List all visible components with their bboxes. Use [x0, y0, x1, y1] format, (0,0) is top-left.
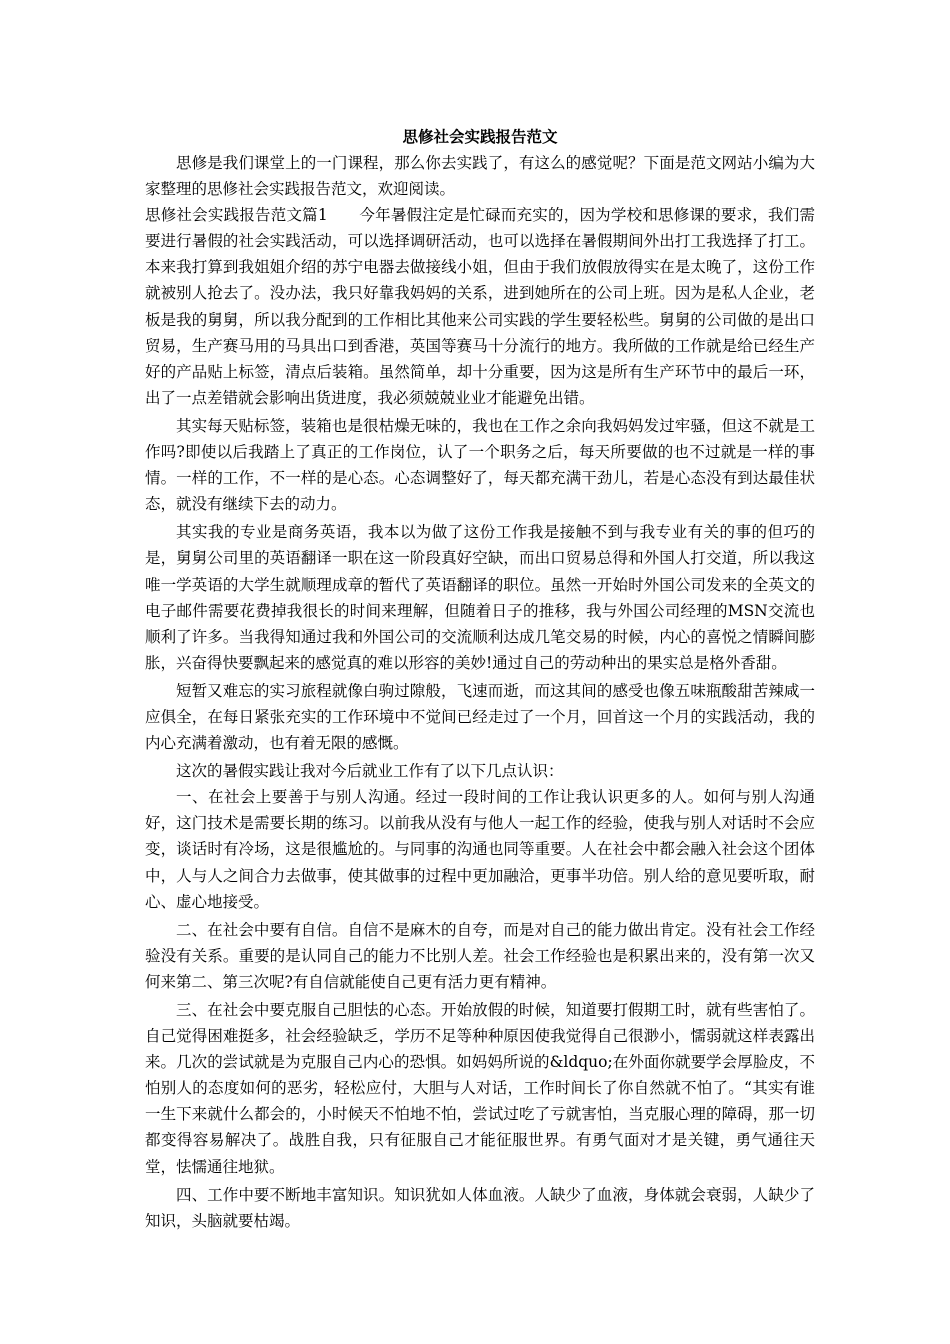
paragraph-reflection: 短暂又难忘的实习旅程就像白驹过隙般，飞速而逝，而这其间的感受也像五味瓶酸甜苦辣咸一应俱全，在每日紧张充实的工作环境中不觉间已经走过了一个月，回首这一个月的实践活动，我的内心充满着激动，也有着无限的感慨。: [145, 681, 815, 753]
paragraph-point-3: 三、在社会中要克服自己胆怯的心态。开始放假的时候，知道要打假期工时，就有些害怕了。自己觉得困难挺多，社会经验缺乏，学历不足等种种原因使我觉得自己很渺小，懦弱就这样表露出来。几次的尝试就是为克服自己内心的恐惧。如妈妈所说的&ldquo;在外面你就要学会厚脸皮，不怕别人的态度如何的恶劣，轻松应付，大胆与人对话，工作时间长了你自然就不怕了。“其实有谁一生下来就什么都会的，小时候天不怕地不怕，尝试过吃了亏就害怕，当克服心理的障碍，那一切都变得容易解决了。战胜自我，只有征服自己才能征服世界。有勇气面对才是关键，勇气通往天堂，怯懦通往地狱。: [145, 1001, 815, 1176]
paragraph-intro: 思修是我们课堂上的一门课程，那么你去实践了，有这么的感觉呢？下面是范文网站小编为大家整理的思修社会实践报告范文，欢迎阅读。: [145, 154, 815, 199]
document-page: [145, 124, 815, 1234]
document-title: 思修社会实践报告范文: [402, 127, 558, 146]
paragraph-point-2: 二、在社会中要有自信。自信不是麻木的自夸，而是对自己的能力做出肯定。没有社会工作经验没有关系。重要的是认同自己的能力不比别人差。社会工作经验也是积累出来的，没有第一次又何来第二、第三次呢?有自信就能使自己更有活力更有精神。: [145, 920, 815, 991]
paragraph-english-major: 其实我的专业是商务英语，我本以为做了这份工作我是接触不到与我专业有关的事的但巧的是，舅舅公司里的英语翻译一职在这一阶段真好空缺，而出口贸易总得和外国人打交道，所以我这唯一学英语的大学生就顺理成章的暂代了英语翻译的职位。虽然一开始时外国公司发来的全英文的电子邮件需要花费掉我很长的时间来理解，但随着日子的推移，我与外国公司经理的MSN交流也顺利了许多。当我得知通过我和外国公司的交流顺利达成几笔交易的时候，内心的喜悦之情瞬间膨胀，兴奋得快要飘起来的感觉真的难以形容的美妙!通过自己的劳动种出的果实总是格外香甜。: [145, 523, 815, 672]
paragraph-point-1: 一、在社会上要善于与别人沟通。经过一段时间的工作让我认识更多的人。如何与别人沟通好，这门技术是需要长期的练习。以前我从没有与他人一起工作的经验，使我与别人对话时不会应变，谈话时有冷场，这是很尴尬的。与同事的沟通也同等重要。人在社会中都会融入社会这个团体中，人与人之间合力去做事，使其做事的过程中更加融洽，更事半功倍。别人给的意见要听取，耐心、虚心地接受。: [145, 788, 815, 911]
paragraph-point-4: 四、工作中要不断地丰富知识。知识犹如人体血液。人缺少了血液，身体就会衰弱，人缺少了知识，头脑就要枯竭。: [145, 1185, 815, 1230]
paragraph-labeling: 其实每天贴标签，装箱也是很枯燥无味的，我也在工作之余向我妈妈发过牢骚，但这不就是工作吗?即使以后我踏上了真正的工作岗位，认了一个职务之后，每天所要做的也不过就是一样的事情。一样的工作，不一样的是心态。心态调整好了，每天都充满干劲儿，若是心态没有到达最佳状态，就没有继续下去的动力。: [145, 416, 815, 514]
paragraph-section-1: 思修社会实践报告范文篇1 今年暑假注定是忙碌而充实的，因为学校和思修课的要求，我们需要进行暑假的社会实践活动，可以选择调研活动，也可以选择在暑假期间外出打工我选择了打工。本来我打算到我姐姐介绍的苏宁电器去做接线小姐，但由于我们放假放得实在是太晚了，这份工作就被别人抢去了。没办法，我只好靠我妈妈的关系，进到她所在的公司上班。因为是私人企业，老板是我的舅舅，所以我分配到的工作相比其他来公司实践的学生要轻松些。舅舅的公司做的是出口贸易，生产赛马用的马具出口到香港，英国等赛马十分流行的地方。我所做的工作就是给已经生产好的产品贴上标签，清点后装箱。虽然简单，却十分重要，因为这是所有生产环节中的最后一环，出了一点差错就会影响出货进度，我必须兢兢业业才能避免出错。: [145, 206, 815, 407]
paragraph-insights-intro: 这次的暑假实践让我对今后就业工作有了以下几点认识：: [176, 762, 564, 781]
